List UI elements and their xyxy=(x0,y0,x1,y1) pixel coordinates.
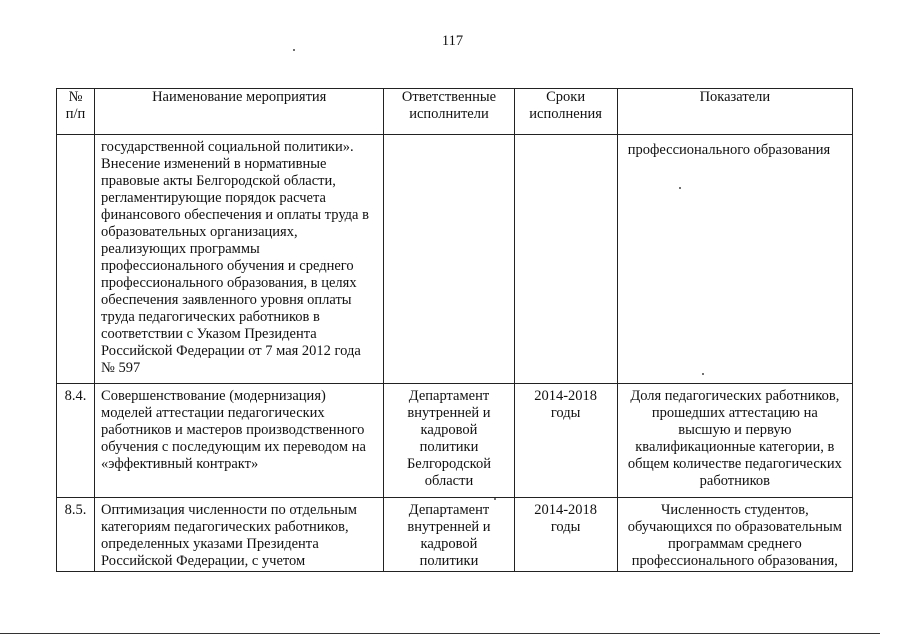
text-line: годы xyxy=(550,405,581,421)
scan-speck xyxy=(494,498,496,500)
text-line: политики xyxy=(419,439,479,455)
text-line: кадровой xyxy=(420,536,478,552)
deadline-cell xyxy=(514,498,617,572)
text-line: Департамент xyxy=(408,388,490,404)
text-line: кадровой xyxy=(420,422,478,438)
responsible-cell xyxy=(384,135,514,384)
text-line: обучения с последующим их переводом на xyxy=(101,439,366,455)
scan-speck xyxy=(293,49,295,51)
text-line: исполнения xyxy=(529,106,602,122)
text-line: области xyxy=(424,473,474,489)
scan-speck xyxy=(702,373,704,375)
table-row xyxy=(57,384,853,498)
bottom-rule xyxy=(0,633,880,634)
text-line: № xyxy=(68,89,83,105)
text-line: обучающихся по образовательным xyxy=(627,519,842,535)
text-line: квалификационные категории, в xyxy=(635,439,835,455)
text-line: моделей аттестации педагогических xyxy=(101,405,325,421)
text-line: образовательных организациях, xyxy=(101,224,298,240)
text-line: Российской Федерации, с учетом xyxy=(101,553,306,569)
indicators-cell xyxy=(617,384,852,498)
text-line: годы xyxy=(550,519,581,535)
text-line: Сроки xyxy=(546,89,586,105)
row-number: 8.5. xyxy=(57,498,95,572)
indicators-cell xyxy=(617,135,852,384)
text-line: внутренней и xyxy=(407,519,491,535)
text-line: Российской Федерации от 7 мая 2012 года xyxy=(101,343,361,359)
page-number: 117 xyxy=(441,33,464,49)
table-header-row xyxy=(57,89,853,135)
text-line: № 597 xyxy=(101,360,141,376)
table-row xyxy=(57,135,853,384)
text-line: Белгородской xyxy=(406,456,492,472)
scan-speck xyxy=(679,187,681,189)
text-line: Оптимизация численности по отдельным xyxy=(101,502,357,518)
text-line: труда педагогических работников в xyxy=(101,309,320,325)
text-line: государственной социальной политики». xyxy=(101,139,354,155)
text-line: обеспечения заявленного уровня оплаты xyxy=(101,292,352,308)
activity-name xyxy=(95,384,384,498)
header-indicators xyxy=(617,89,852,135)
activity-name xyxy=(95,498,384,572)
responsible-cell xyxy=(384,384,514,498)
text-line: реализующих программы xyxy=(101,241,260,257)
text-line: регламентирующие порядок расчета xyxy=(101,190,326,206)
activity-name xyxy=(95,135,384,384)
responsible-cell xyxy=(384,498,514,572)
text-line: профессионального обучения и среднего xyxy=(101,258,354,274)
text-line: политики xyxy=(419,553,479,569)
header-responsible xyxy=(384,89,514,135)
text-line: 2014-2018 xyxy=(534,388,598,404)
text-line: определенных указами Президента xyxy=(101,536,319,552)
text-line: профессионального образования, xyxy=(631,553,838,569)
text-line: профессионального образования xyxy=(627,142,831,158)
row-number xyxy=(57,135,95,384)
deadline-cell xyxy=(514,384,617,498)
row-number: 8.4. xyxy=(57,384,95,498)
activities-table xyxy=(56,88,853,572)
header-name xyxy=(95,89,384,135)
text-line: категориям педагогических работников, xyxy=(101,519,349,535)
text-line: работников xyxy=(699,473,771,489)
text-line: Совершенствование (модернизация) xyxy=(101,388,326,404)
text-line: «эффективный контракт» xyxy=(101,456,259,472)
text-line: Внесение изменений в нормативные xyxy=(101,156,327,172)
text-line: программам среднего xyxy=(667,536,802,552)
indicators-cell xyxy=(617,498,852,572)
header-num xyxy=(57,89,95,135)
header-deadline xyxy=(514,89,617,135)
deadline-cell xyxy=(514,135,617,384)
text-line: Показатели xyxy=(699,89,771,105)
text-line: общем количестве педагогических xyxy=(627,456,842,472)
text-line: высшую и первую xyxy=(678,422,792,438)
text-line: Наименование мероприятия xyxy=(152,89,327,105)
text-line: Департамент xyxy=(408,502,490,518)
text-line: 2014-2018 xyxy=(534,502,598,518)
text-line: внутренней и xyxy=(407,405,491,421)
text-line: работников и мастеров производственного xyxy=(101,422,365,438)
text-line: профессионального образования, в целях xyxy=(101,275,357,291)
text-line: правовые акты Белгородской области, xyxy=(101,173,336,189)
table-row xyxy=(57,498,853,572)
text-line: прошедших аттестацию на xyxy=(651,405,818,421)
text-line: п/п xyxy=(65,106,86,122)
text-line: Численность студентов, xyxy=(660,502,809,518)
text-line: соответствии с Указом Президента xyxy=(101,326,317,342)
text-line: Доля педагогических работников, xyxy=(630,388,840,404)
text-line: финансового обеспечения и оплаты труда в xyxy=(101,207,369,223)
text-line: исполнители xyxy=(409,106,489,122)
text-line: Ответственные xyxy=(401,89,497,105)
